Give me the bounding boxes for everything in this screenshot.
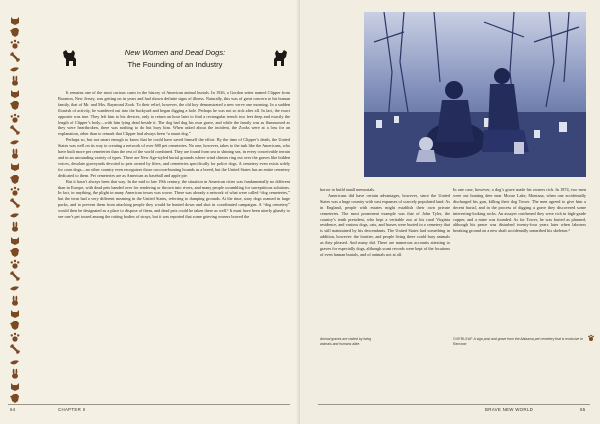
- rabbit-icon: [9, 368, 21, 380]
- dog-head-icon: [9, 99, 21, 111]
- chapter-header: [60, 42, 290, 80]
- decorative-icon-column: [9, 14, 23, 406]
- bird-icon: [9, 282, 21, 294]
- bird-icon: [9, 356, 21, 368]
- paragraph: But it hasn’t always been that way. In the mid to late 19th century, the situation in American cities was fundamentally no different than in Europe, with dead pets handed over for rendering or thrown into rivers, and many people scrambling for surreptitious solutions. In fact, in anything, the plight in many American towns was worse. There was already a network of what were called “dog cemeteries,” but the term had a very different meaning in the United States, referring to dumping grounds. At the time, stray dogs roamed in large packs, and to prevent them from attacking people they would be hunted down and shot in coordinated campaigns. A “dog cemetery” would then be designated as a place to dispose of them, and dead pets could be taken there as well.¹ It must have been utterly ghastly to see one’s pet tossed among the rotting bodies of strays, but it was reported that some grieving owners braved the: [58, 178, 290, 220]
- overleaf-label: OVERLEAF: [453, 337, 473, 341]
- rabbit-icon: [9, 221, 21, 233]
- bird-icon: [9, 136, 21, 148]
- bone-icon: [9, 270, 21, 282]
- running-head-right: BRAVE NEW WORLD: [485, 407, 534, 412]
- photo-caption: Animal graves are visited by living animals and humans alike.: [320, 337, 372, 346]
- paragraph: horror to build small memorials.: [320, 187, 376, 192]
- cat-head-icon: [9, 87, 21, 99]
- paw-icon: [9, 112, 21, 124]
- dog-head-icon: [9, 173, 21, 185]
- left-body-text: [58, 90, 290, 220]
- bird-icon: [9, 209, 21, 221]
- cat-head-icon: [9, 160, 21, 172]
- paragraph: In one case, however, a dog’s grave made his owners rich. In 1874, two men were out hunting deer near Moose Lake, Montana, when one accidentally discharged his gun, killing their dog Tower. The men agreed to give him a decent burial, and in the process of digging a grave they discovered some interesting-looking rocks. An assayer confirmed they were rich in high-grade copper, and a mine was founded. As for Tower, he was buried as planned, although his peace was disturbed twenty-four years later when laborers breaking ground on a new shaft accidentally unearthed his skeleton.²: [453, 187, 586, 234]
- paw-icon: [9, 38, 21, 50]
- overleaf-caption-text: A sign post and grave from the Alabama pet cemetery that is exclusive to Raccoon: [453, 337, 583, 346]
- right-page: [300, 0, 600, 424]
- bone-icon: [9, 124, 21, 136]
- paw-icon: [9, 331, 21, 343]
- page-number-left: 64: [10, 407, 16, 412]
- rabbit-icon: [9, 75, 21, 87]
- paw-icon: [587, 334, 595, 342]
- right-body-text-column-b: [453, 187, 586, 234]
- overleaf-caption: [453, 337, 586, 346]
- rabbit-icon: [9, 295, 21, 307]
- dog-head-icon: [9, 26, 21, 38]
- bird-icon: [9, 63, 21, 75]
- right-body-text-column-a: [320, 187, 450, 258]
- paragraph: Perhaps so, but not smart enough to know that he could have saved himself the effort. By the time of Clipper’s death, the United States was well on its way to creating a network of over 600 pet cemeteries. No one, however, takes to the task like the Americans, who have built more pet cemeteries than the rest of the world combined. They are found from sea to shining sea, in every conceivable terrain and in an astounding variety of types. There are New Age-styled burial grounds where wind chimes ring out over the graves like hidden voices, desolate graveyards devoted to pets owned by lifers, and cemeteries specifically for police dogs. A cemetery even exists solely for coon dogs—no other country even recognizes those raccoon-hunting hounds as a breed, but the United States has an entire cemetery dedicated to them. Pet cemeteries are as American as baseball and apple pie.: [58, 137, 290, 178]
- footer-rule: [8, 404, 290, 405]
- cat-head-icon: [9, 234, 21, 246]
- chapter-title: New Women and Dead Dogs:: [124, 48, 226, 57]
- dog-silhouette-icon: [60, 48, 80, 68]
- dog-head-icon: [9, 319, 21, 331]
- cat-head-icon: [9, 380, 21, 392]
- bone-icon: [9, 343, 21, 355]
- running-head-left: CHAPTER II: [58, 407, 86, 412]
- page-number-right: 65: [580, 407, 586, 412]
- dog-silhouette-icon: [270, 48, 290, 68]
- paw-icon: [9, 185, 21, 197]
- paragraph: It remains one of the most curious cases in the history of American animal burials. In 1926, a Gordon setter named Clipper from Boonton, New Jersey, was getting on in years and had shown definite signs of illness. Naturally, this was of great concern to his human family, that of Mr. and Mrs. Raymond Zook. To their relief, however, the old boy demonstrated a new verve one morning. In a sudden flourish of activity, he wandered out into the backyard and began digging a hole. Perhaps he was not so sick after all. In fact, the exact opposite was true. They left him to his devices, only to return an hour later to find a rectangular trench two feet deep and exactly the length of Clipper’s body—with him lying dead beside it. The dog had dug his own grave, and while the family was as flummoxed as they were heartbroken, there was nothing to do but bury him. When asked about the incident, the Zooks were at a loss for an explanation, other than to remark that Clipper had always been “a smart dog.”: [58, 90, 290, 137]
- dog-head-icon: [9, 392, 21, 404]
- paw-icon: [9, 258, 21, 270]
- bone-icon: [9, 197, 21, 209]
- rabbit-icon: [9, 148, 21, 160]
- bone-icon: [9, 51, 21, 63]
- cat-head-icon: [9, 14, 21, 26]
- dog-head-icon: [9, 246, 21, 258]
- cat-head-icon: [9, 307, 21, 319]
- chapter-subtitle: The Founding of an Industry: [127, 60, 223, 69]
- cemetery-photo: [364, 12, 586, 177]
- footer-rule: [318, 404, 590, 405]
- paragraph: Americans did have certain advantages, however, since the United States was a huge country with vast expanses of scarcely populated land. As in England, people with estates might establish their own private cemeteries. The most prominent example was that of John Tyler, the country’s tenth president, who kept a veritable zoo at his rural Virginia residence, and various dogs, cats, and horses were buried in a cemetery that is still maintained by his descendants. The United States had something in addition, however: the frontier, and people living there could bury animals as they pleased. And many did. There are numerous accounts attesting to graves for especially dogs, although scant records were kept of the locations of even human burials, and of animals not at all.: [320, 192, 450, 257]
